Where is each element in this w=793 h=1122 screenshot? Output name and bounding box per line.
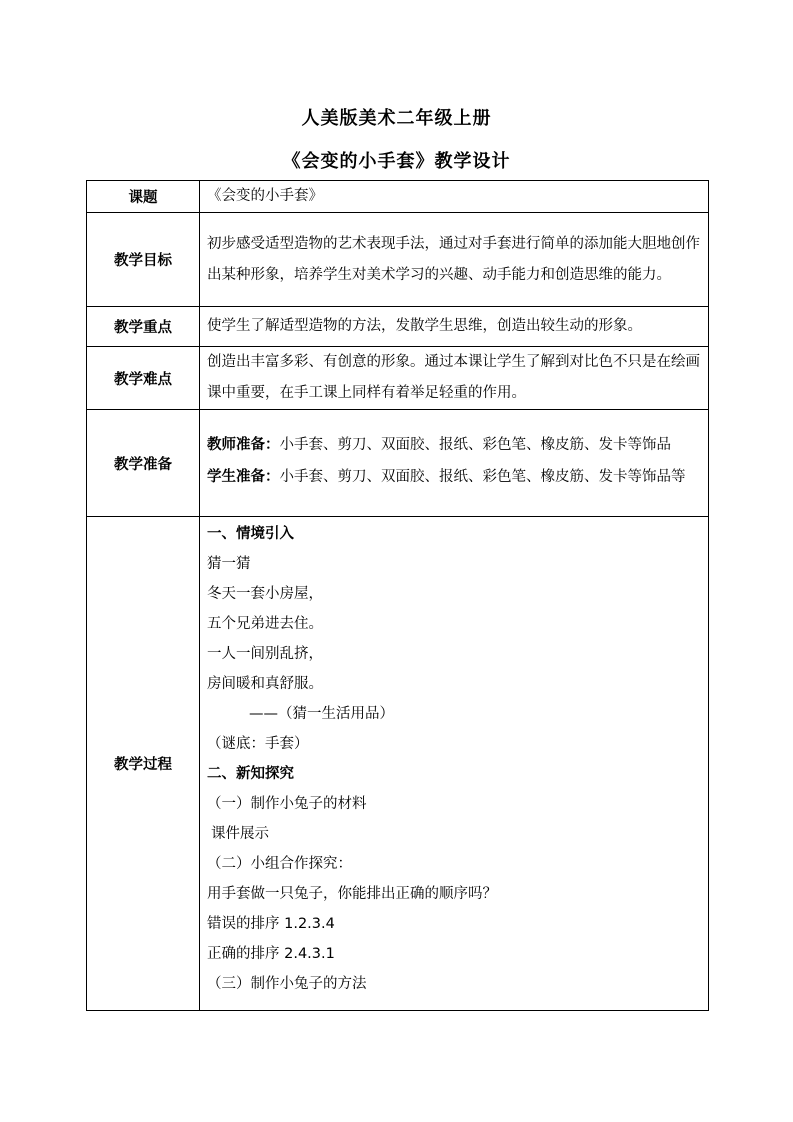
riddle-line: 一人一间别乱挤， (207, 646, 323, 662)
prep-content (200, 410, 709, 517)
section-heading: 一、情境引入 (207, 526, 294, 542)
teacher-prep (207, 434, 702, 454)
key-value: 使学生了解适型造物的方法，发散学生思维，创造出较生动的形象。 (200, 307, 709, 347)
riddle-line: 房间暖和真舒服。 (207, 676, 323, 692)
table-row (87, 410, 709, 517)
table-row (87, 181, 709, 213)
riddle-line: 冬天一套小房屋， (207, 586, 323, 602)
row-label-prep: 教学准备 (87, 410, 200, 517)
table-row (87, 347, 709, 410)
table-row (87, 307, 709, 347)
teacher-prep-value: 小手套、剪刀、双面胶、报纸、彩色笔、橡皮筋、发卡等饰品 (279, 437, 671, 453)
document-title: 人美版美术二年级上册 (301, 108, 492, 129)
process-line: 课件展示 (211, 826, 269, 842)
table-row (87, 517, 709, 1011)
topic-value: 《会变的小手套》 (200, 181, 709, 213)
goal-value: 初步感受适型造物的艺术表现手法，通过对手套进行简单的添加能大胆地创作出某种形象，培养学生对美术学习的兴趣、动手能力和创造思维的能力。 (200, 213, 709, 307)
teacher-prep-label: 教师准备： (207, 437, 280, 453)
process-line: 猜一猜 (207, 556, 251, 572)
row-label-process: 教学过程 (87, 517, 200, 1011)
lesson-plan-table (86, 180, 709, 1011)
process-line: （一）制作小兔子的材料 (207, 796, 367, 812)
process-line: 用手套做一只兔子，你能排出正确的顺序吗？ (207, 886, 497, 902)
row-label-goal: 教学目标 (87, 213, 200, 307)
difficulty-value: 创造出丰富多彩、有创意的形象。通过本课让学生了解到对比色不只是在绘画课中重要，在手工课上同样有着举足轻重的作用。 (200, 347, 709, 410)
riddle-hint: ——（猜一生活用品） (249, 706, 394, 722)
row-label-topic: 课题 (87, 181, 200, 213)
student-prep-value: 小手套、剪刀、双面胶、报纸、彩色笔、橡皮筋、发卡等饰品等 (279, 469, 686, 485)
row-label-difficulty: 教学难点 (87, 347, 200, 410)
process-line: 错误的排序 1.2.3.4 (207, 916, 335, 932)
table-row (87, 213, 709, 307)
riddle-line: 五个兄弟进去住。 (207, 616, 323, 632)
process-content (200, 517, 709, 1011)
student-prep-label: 学生准备： (207, 469, 280, 485)
student-prep (207, 460, 702, 492)
section-heading: 二、新知探究 (207, 766, 294, 782)
row-label-key: 教学重点 (87, 307, 200, 347)
process-line: （三）制作小兔子的方法 (207, 976, 367, 992)
process-line: （二）小组合作探究： (207, 856, 352, 872)
process-line: 正确的排序 2.4.3.1 (207, 946, 335, 962)
riddle-answer: （谜底：手套） (207, 736, 309, 752)
document-subtitle: 《会变的小手套》教学设计 (282, 151, 511, 172)
